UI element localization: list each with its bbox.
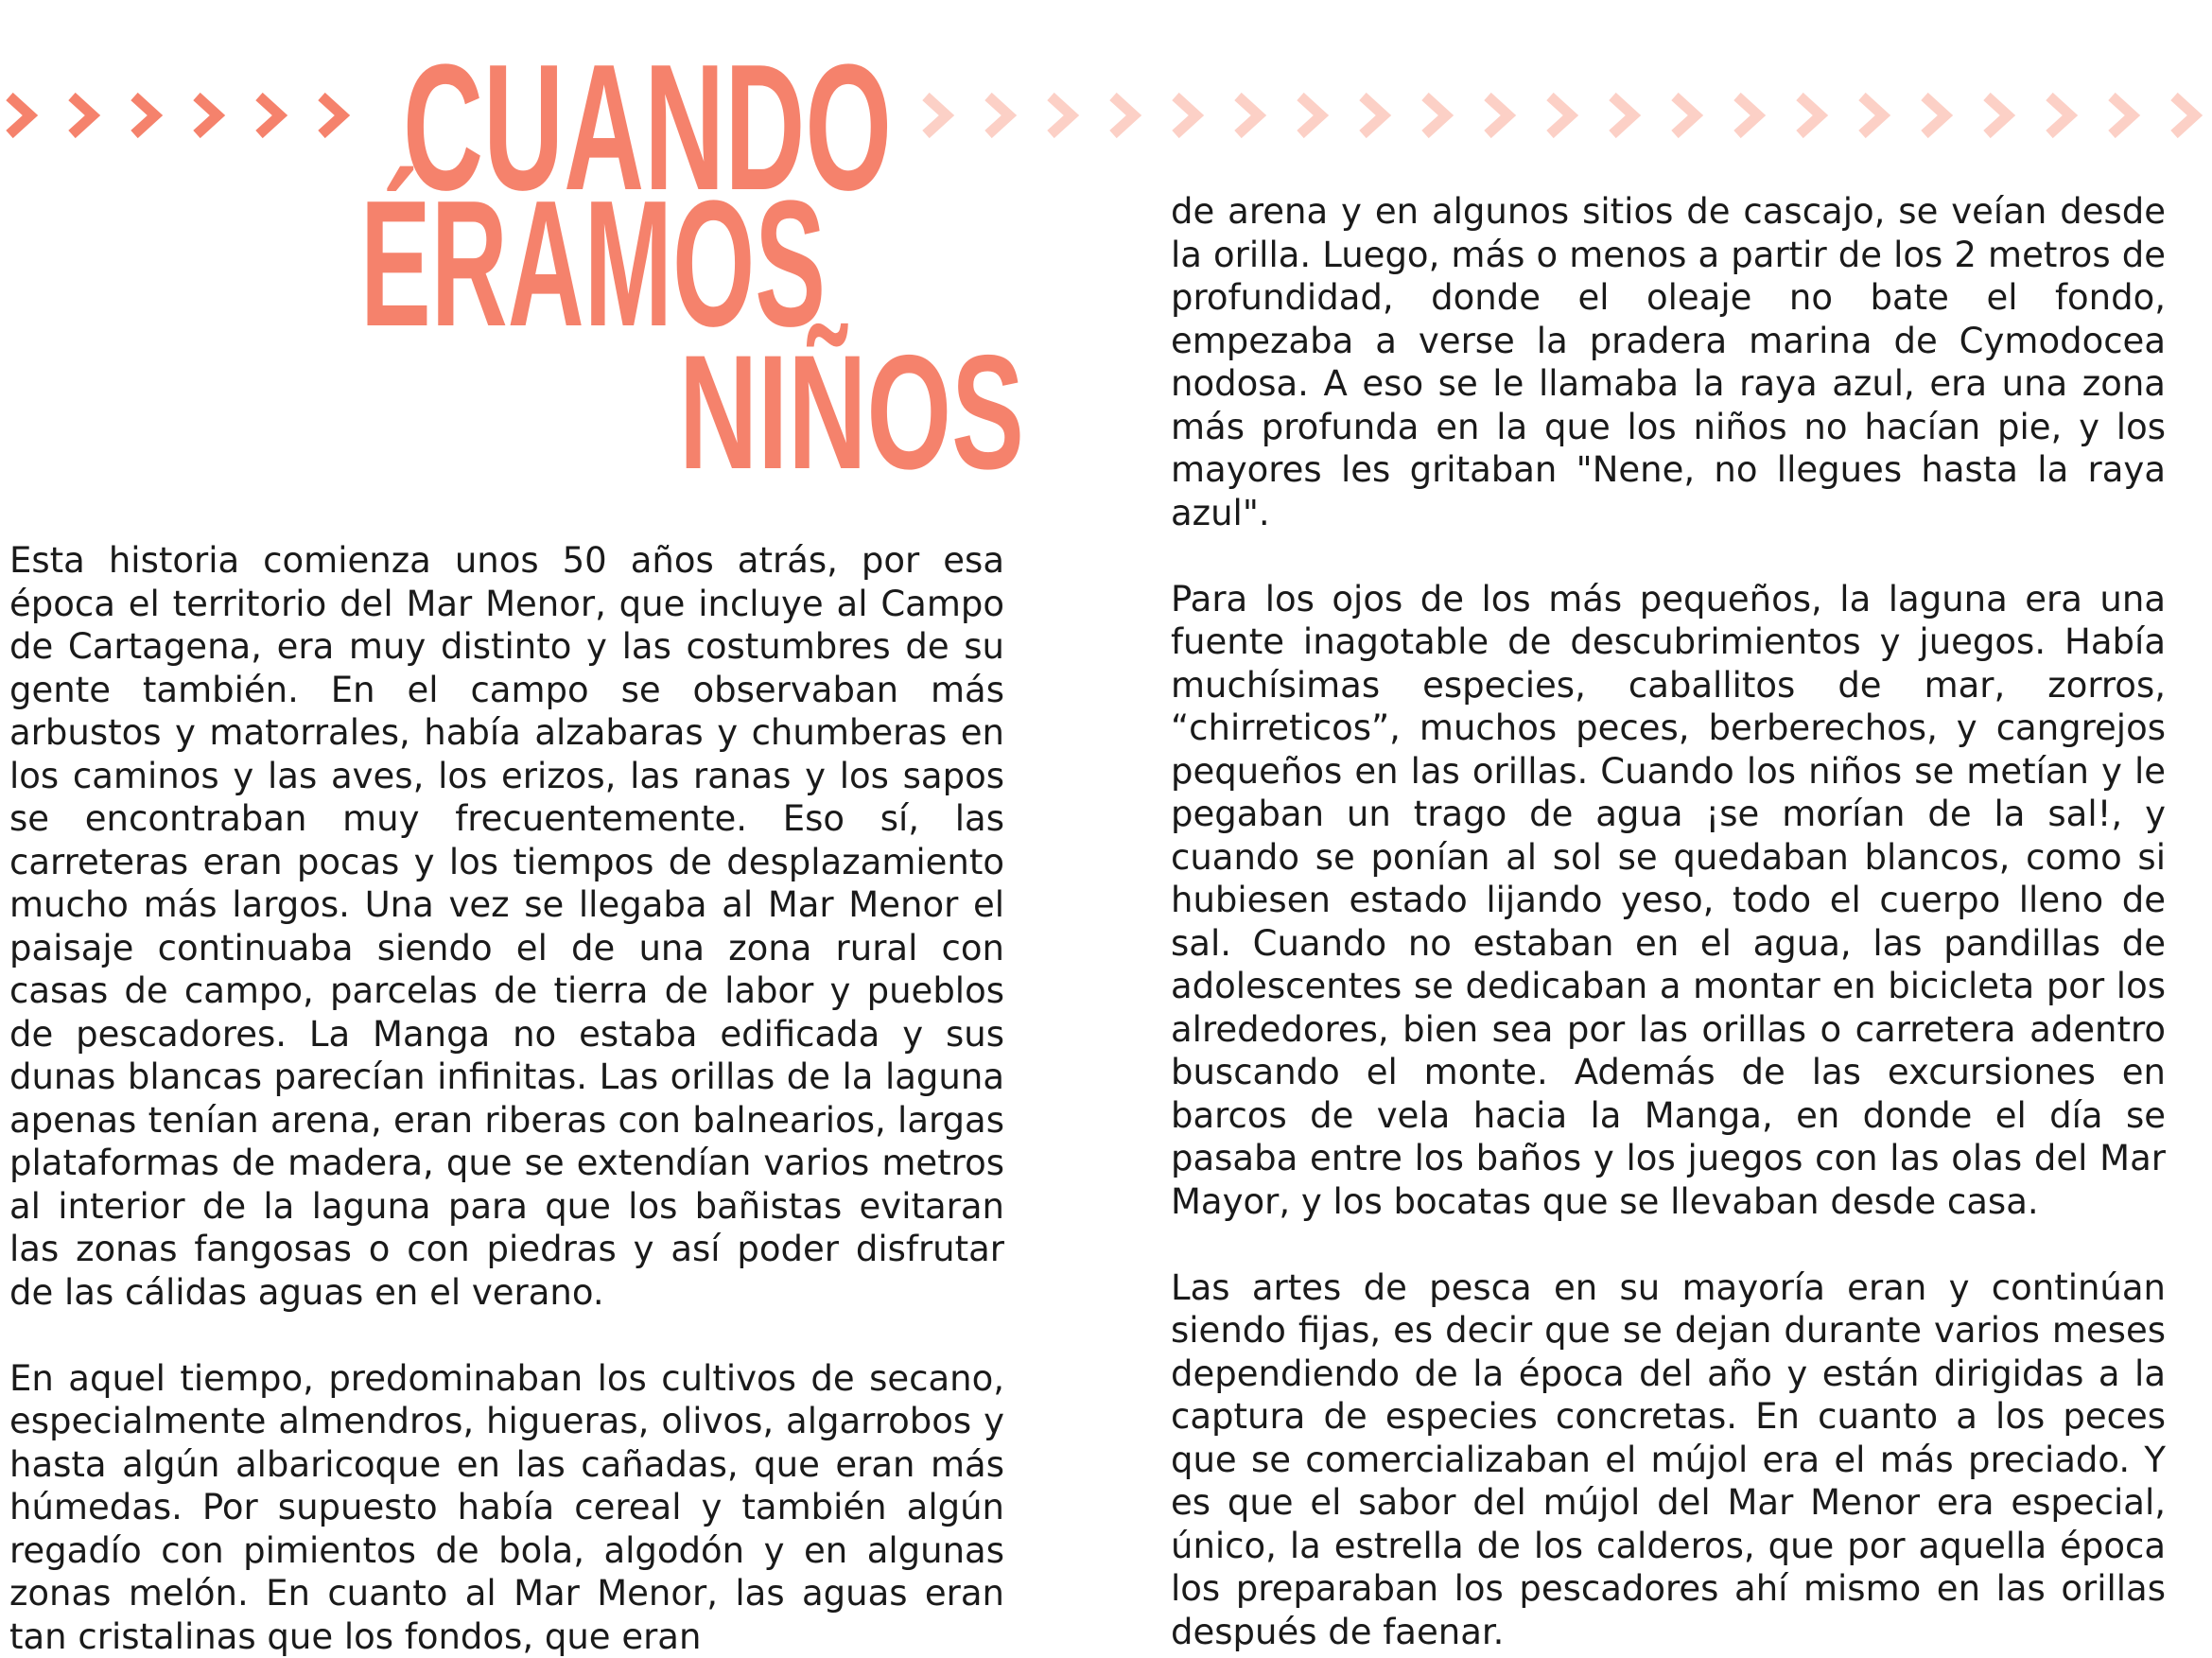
chevron-right-icon: [197, 96, 218, 134]
article-paragraph: de arena y en algunos sitios de cascajo, se veían desde la orilla. Luego, más o menos a partir de los 2 metros de profundidad, donde el oleaje no bate el fondo, empezaba a verse la pradera marina de Cymodocea nodosa. A eso se le llamaba la raya azul, era una zona más profunda en la que los niños no hacían pie, y los mayores les gritaban "Nene, no llegues hasta la raya azul".: [1171, 190, 2166, 534]
chevron-group-left: [0, 76, 378, 151]
article-paragraph: En aquel tiempo, predominaban los cultivos de secano, especialmente almendros, higueras, olivos, algarrobos y hasta algún albaricoque en las cañadas, que eran más húmedas. Por supuesto había cereal y también algún regadío con pimientos de bola, algodón y en algunas zonas melón. En cuanto al Mar Menor, las aguas eran tan cristalinas que los fondos, que eran: [9, 1357, 1004, 1658]
article-column-right: [1171, 190, 2166, 1653]
chevron-right-icon: [2049, 96, 2070, 134]
chevron-right-icon: [1550, 96, 1571, 134]
chevron-right-icon: [72, 96, 93, 134]
chevron-right-icon: [259, 96, 280, 134]
chevron-right-icon: [1612, 96, 1633, 134]
title-line-2: ÉRAMOS: [360, 174, 826, 354]
chevron-right-icon: [1925, 96, 1945, 134]
chevron-right-icon: [1675, 96, 1696, 134]
title-line-1: CUANDO: [403, 38, 892, 218]
chevron-group-right: [917, 76, 2212, 151]
chevron-right-icon: [2174, 96, 2195, 134]
chevron-right-icon: [322, 96, 342, 134]
title-line-3: NIÑOS: [679, 331, 1024, 494]
chevron-right-icon: [926, 96, 947, 134]
chevron-right-icon: [1862, 96, 1883, 134]
chevron-row-left: [0, 76, 378, 151]
chevron-right-icon: [1300, 96, 1321, 134]
chevron-row-right: [917, 76, 2212, 151]
chevron-right-icon: [1488, 96, 1508, 134]
chevron-right-icon: [988, 96, 1009, 134]
article-paragraph: Para los ojos de los más pequeños, la laguna era una fuente inagotable de descubrimientos y juegos. Había muchísimas especies, caballitos de mar, zorros, “chirreticos”, muchos peces, berberechos, y cangrejos pequeños en las orillas. Cuando los niños se metían y le pegaban un trago de agua ¡se morían de la sal!, y cuando se ponían al sol se quedaban blancos, como si hubiesen estado lijando yeso, todo el cuerpo lleno de sal. Cuando no estaban en el agua, las pandillas de adolescentes se dedicaban a montar en bicicleta por los alrededores, bien sea por las orillas o carretera adentro buscando el monte. Además de las excursiones en barcos de vela hacia la Manga, en donde el día se pasaba entre los baños y los juegos con las olas del Mar Mayor, y los bocatas que se llevaban desde casa.: [1171, 578, 2166, 1224]
chevron-right-icon: [2112, 96, 2133, 134]
article-paragraph: Esta historia comienza unos 50 años atrás, por esa época el territorio del Mar Menor, que incluye al Campo de Cartagena, era muy distinto y las costumbres de su gente también. En el campo se observaban más arbustos y matorrales, había alzabaras y chumberas en los caminos y las aves, los erizos, las ranas y los sapos se encontraban muy frecuentemente. Eso sí, las carreteras eran pocas y los tiempos de desplazamiento mucho más largos. Una vez se llegaba al Mar Menor el paisaje continuaba siendo el de una zona rural con casas de campo, parcelas de tierra de labor y pueblos de pescadores. La Manga no estaba edificada y sus dunas blancas parecían infinitas. Las orillas de la laguna apenas tenían arena, eran riberas con balnearios, largas plataformas de madera, que se extendían varios metros al interior de la laguna para que los bañistas evitaran las zonas fangosas o con piedras y así poder disfrutar de las cálidas aguas en el verano.: [9, 539, 1004, 1314]
article-paragraph: Las artes de pesca en su mayoría eran y continúan siendo fijas, es decir que se dejan durante varios meses dependiendo de la época del año y están dirigidas a la captura de especies concretas. En cuanto a los peces que se comercializaban el mújol era el más preciado. Y es que el sabor del mújol del Mar Menor era especial, único, la estrella de los calderos, que por aquella época los preparaban los pescadores ahí mismo en las orillas después de faenar.: [1171, 1266, 2166, 1654]
article-column-left: [9, 539, 1004, 1658]
chevron-right-icon: [1113, 96, 1134, 134]
chevron-right-icon: [1987, 96, 2008, 134]
chevron-right-icon: [134, 96, 155, 134]
chevron-right-icon: [1051, 96, 1071, 134]
chevron-right-icon: [1425, 96, 1446, 134]
chevron-right-icon: [1176, 96, 1196, 134]
chevron-right-icon: [1800, 96, 1820, 134]
chevron-right-icon: [9, 96, 30, 134]
chevron-right-icon: [1238, 96, 1259, 134]
chevron-right-icon: [1363, 96, 1384, 134]
chevron-right-icon: [1737, 96, 1758, 134]
